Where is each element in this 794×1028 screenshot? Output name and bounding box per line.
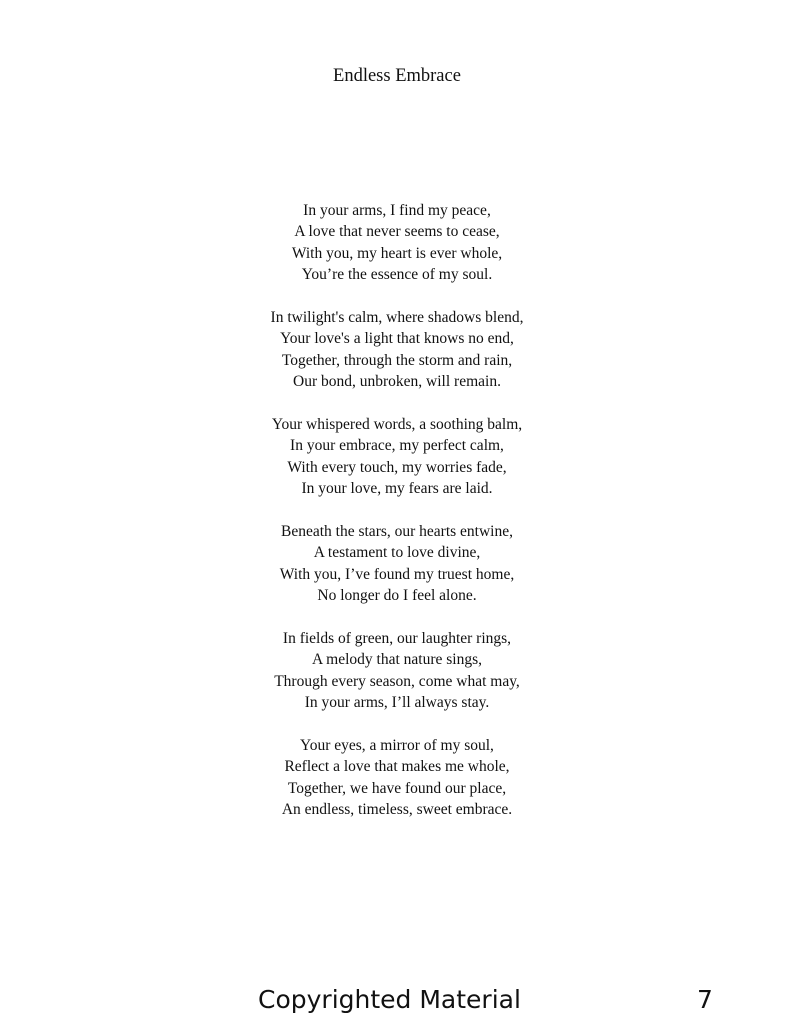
- poem-body: [0, 200, 794, 842]
- poem-line: In fields of green, our laughter rings,: [282, 630, 512, 648]
- page-number: 7: [697, 985, 713, 1014]
- poem-line: Together, through the storm and rain,: [281, 351, 513, 369]
- poem-line: In your arms, I’ll always stay.: [304, 694, 490, 712]
- poem-line: With you, my heart is ever whole,: [291, 244, 503, 262]
- poem-line: With you, I’ve found my truest home,: [279, 565, 515, 583]
- poem-line: A melody that nature sings,: [311, 651, 483, 669]
- poem-stanza: [0, 628, 794, 714]
- poem-line: In your love, my fears are laid.: [301, 480, 493, 498]
- poem-line: In your embrace, my perfect calm,: [290, 437, 504, 455]
- poem-line: Our bond, unbroken, will remain.: [293, 373, 501, 391]
- poem-line: An endless, timeless, sweet embrace.: [281, 801, 513, 819]
- poem-line: Through every season, come what may,: [274, 672, 520, 690]
- poem-line: In twilight's calm, where shadows blend,: [270, 309, 524, 327]
- poem-line: With every touch, my worries fade,: [287, 458, 507, 476]
- poem-stanza: [0, 307, 794, 393]
- poem-line: Your love's a light that knows no end,: [280, 330, 514, 348]
- poem-line: In your arms, I find my peace,: [303, 202, 491, 219]
- poem-line: You’re the essence of my soul.: [301, 266, 493, 284]
- copyright-footer: Copyrighted Material: [258, 985, 521, 1014]
- poem-stanza: [0, 521, 794, 607]
- poem-stanza: [0, 200, 794, 286]
- poem-line: Your whispered words, a soothing balm,: [271, 416, 523, 434]
- poem-line: Beneath the stars, our hearts entwine,: [281, 523, 513, 541]
- page-title: Endless Embrace: [333, 66, 461, 86]
- poem-line: A love that never seems to cease,: [294, 223, 500, 241]
- poem-line: Together, we have found our place,: [287, 779, 507, 797]
- poem-line: Reflect a love that makes me whole,: [284, 758, 510, 776]
- poem-line: A testament to love divine,: [313, 544, 481, 562]
- poem-line: Your eyes, a mirror of my soul,: [300, 737, 494, 755]
- poem-line: No longer do I feel alone.: [317, 587, 477, 605]
- poem-stanza: [0, 735, 794, 821]
- poem-stanza: [0, 414, 794, 500]
